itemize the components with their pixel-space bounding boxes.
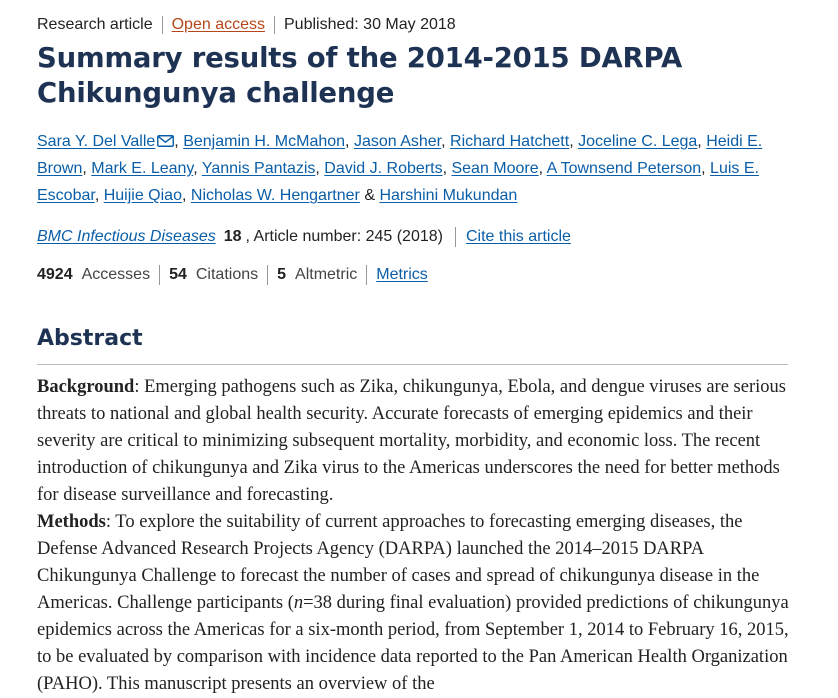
- accesses-label: Accesses: [81, 266, 151, 283]
- author-link[interactable]: Sean Moore: [451, 160, 539, 177]
- author-link[interactable]: Luis E. Escobar: [37, 160, 759, 204]
- article-type: Research article: [37, 16, 153, 33]
- author-link[interactable]: Richard Hatchett: [450, 133, 570, 150]
- metrics-link[interactable]: Metrics: [376, 266, 428, 283]
- author-link[interactable]: Benjamin H. McMahon: [183, 133, 346, 150]
- article-header: [37, 14, 797, 698]
- author-list: Sara Y. Del Valle , Benjamin H. McMahon, Jason Asher, Richard Hatchett, Joceline C. Lega, Heidi E. Brown, Mark E. Leany, Yannis Pantazis, David J. Roberts, Sean Moore, A Townsend Peterson, Luis E. Escobar, Huijie Qiao, Nicholas W. Hengartner & Harshini Mukundan: [37, 133, 763, 204]
- author-link[interactable]: David J. Roberts: [324, 160, 443, 177]
- article-meta: [37, 14, 797, 36]
- volume: 18: [223, 228, 242, 245]
- author-link[interactable]: Mark E. Leany: [91, 160, 194, 177]
- divider: [366, 265, 367, 285]
- divider: [455, 227, 456, 247]
- cite-this-article-link[interactable]: Cite this article: [465, 228, 571, 245]
- abstract-text: [37, 374, 789, 698]
- author-link[interactable]: Heidi E. Brown: [37, 133, 763, 177]
- section-divider: [37, 364, 788, 365]
- accesses-count: 4924: [37, 266, 73, 283]
- divider: [159, 265, 160, 285]
- methods-n: n: [293, 593, 304, 613]
- mail-icon[interactable]: [157, 135, 174, 147]
- abstract-heading: Abstract: [37, 326, 143, 351]
- article-title: Summary results of the 2014-2015 DARPA Chikungunya challenge: [37, 42, 683, 109]
- methods-text: : To explore the suitability of current approaches to forecasting emerging diseases, the Defense Advanced Research Projects Agency (DARPA) launched the 2014–2015 DARPA Chikungunya Challenge to forecast the number of cases and spread of chikungunya disease in the Americas. Challenge participants (: [37, 512, 760, 613]
- background-label: Background: [37, 377, 135, 397]
- divider: [267, 265, 268, 285]
- author-link[interactable]: Harshini Mukundan: [379, 187, 518, 204]
- author-link[interactable]: Huijie Qiao: [103, 187, 182, 204]
- methods-label: Methods: [37, 512, 106, 532]
- author-link[interactable]: Sara Y. Del Valle: [37, 133, 156, 150]
- altmetric-count: 5: [277, 266, 287, 283]
- metrics-bar: [37, 264, 797, 286]
- background-text: : Emerging pathogens such as Zika, chikungunya, Ebola, and dengue viruses are serious threats to national and global health security. Accurate forecasts of emerging epidemics and their severity are critical to minimizing subsequent mortality, morbidity, and economic loss. The recent introduction of chikungunya and Zika virus to the Americas underscores the need for better methods for disease surveillance and forecasting.: [37, 377, 786, 505]
- divider: [274, 16, 275, 34]
- citation-line: [37, 226, 797, 248]
- divider: [162, 16, 163, 34]
- author-link[interactable]: A Townsend Peterson: [546, 160, 702, 177]
- methods-text-continued: =38 during final evaluation) provided predictions of chikungunya epidemics across the Americas for a six-month period, from September 1, 2014 to February 16, 2015, to be evaluated by comparison with incidence data reported to the Pan American Health Organization (PAHO). This manuscript presents an overview of the: [37, 593, 789, 694]
- author-link[interactable]: Yannis Pantazis: [201, 160, 316, 177]
- citations-count: 54: [169, 266, 187, 283]
- author-link[interactable]: Nicholas W. Hengartner: [190, 187, 360, 204]
- open-access-link[interactable]: Open access: [171, 16, 265, 33]
- published-date: Published: 30 May 2018: [284, 16, 456, 33]
- citations-label: Citations: [195, 266, 259, 283]
- article-number: , Article number: 245 (2018): [245, 228, 443, 245]
- altmetric-label: Altmetric: [295, 266, 358, 283]
- author-link[interactable]: Joceline C. Lega: [578, 133, 698, 150]
- journal-link[interactable]: BMC Infectious Diseases: [37, 228, 216, 245]
- author-link[interactable]: Jason Asher: [353, 133, 442, 150]
